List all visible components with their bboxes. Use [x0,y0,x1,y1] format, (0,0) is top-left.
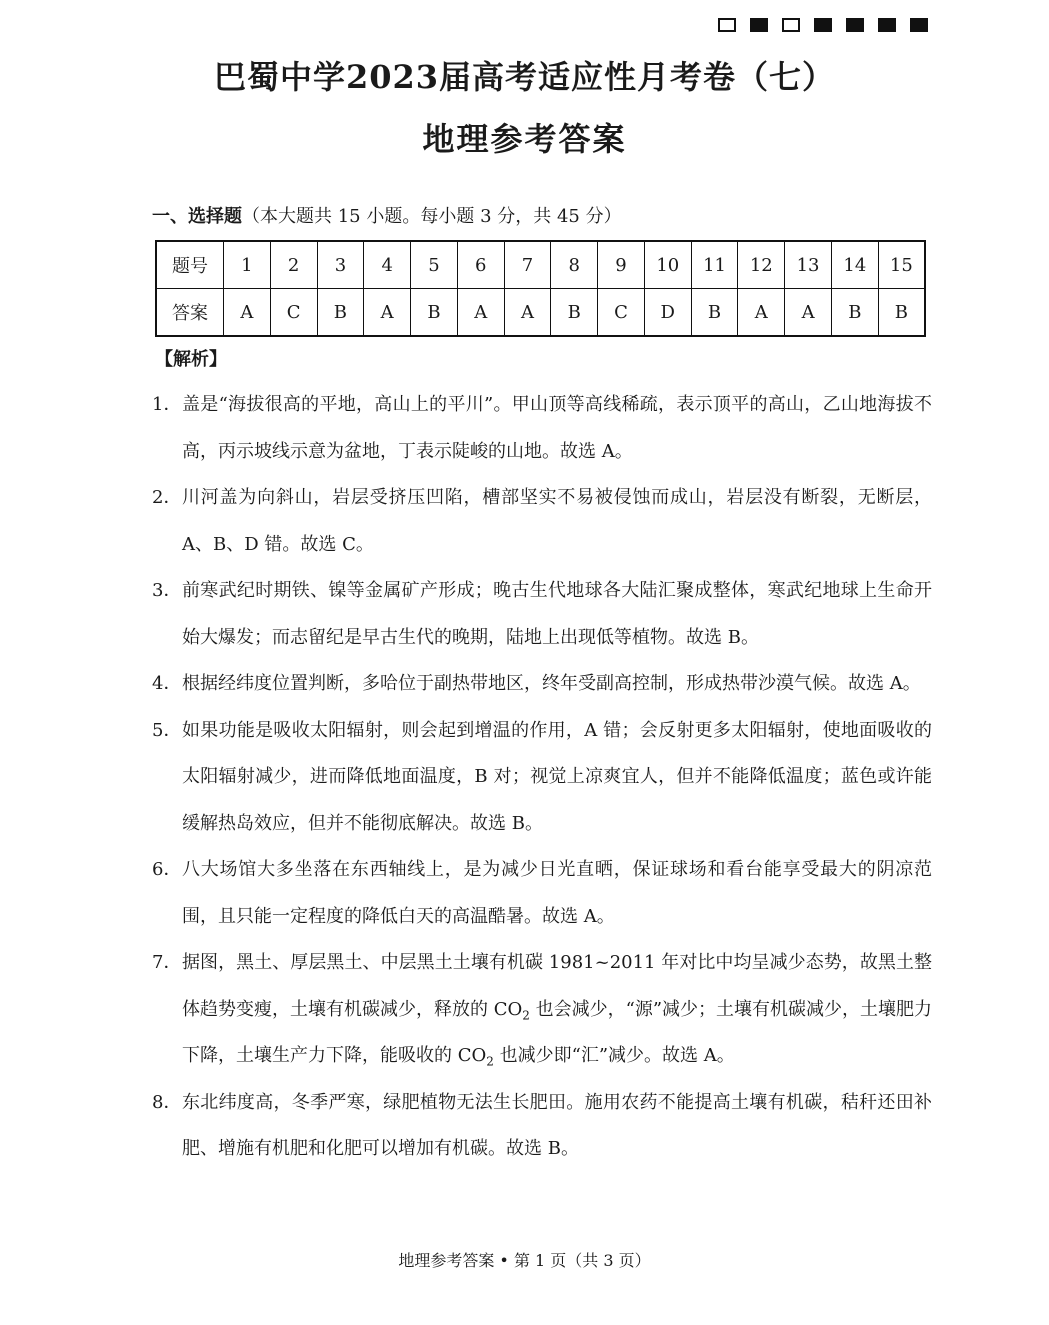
question-number-cell: 13 [785,241,832,289]
answer-cell: D [644,289,691,337]
row-label-number: 题号 [156,241,224,289]
analysis-item-number: 5． [152,719,182,741]
analysis-item-number: 8． [152,1091,182,1113]
question-number-cell: 6 [457,241,504,289]
analysis-item-number: 7． [152,952,182,973]
answer-cell: A [785,289,832,337]
section-label: 一、选择题 [152,206,242,227]
section-note: （本大题共 15 小题。每小题 3 分，共 45 分） [242,206,622,227]
analysis-heading: 【解析】 [155,349,227,370]
answer-cell: B [317,289,364,337]
text-segment: 也减少即“汇”减少。故选 A。 [493,1045,735,1066]
analysis-list [152,382,932,1173]
analysis-item-text: 盖是“海拔很高的平地，高山上的平川”。甲山顶等高线稀疏，表示顶平的高山，乙山地海拔不高，丙示坡线示意为盆地，丁表示陡峻的山地。故选 A。 [182,394,932,462]
subscript: 2 [522,1008,530,1023]
answer-cell: C [598,289,645,337]
analysis-item-number: 4． [152,673,182,694]
code-mark-filled [878,18,896,32]
subscript: 2 [486,1054,494,1069]
analysis-item-text: 川河盖为向斜山，岩层受挤压凹陷，槽部坚实不易被侵蚀而成山，岩层没有断裂，无断层，A、B、D 错。故选 C。 [182,487,932,555]
question-number-cell: 15 [878,241,925,289]
analysis-item [152,1080,932,1173]
question-number-cell: 10 [644,241,691,289]
answer-cell: A [457,289,504,337]
question-number-cell: 14 [831,241,878,289]
code-mark-open [718,18,736,32]
analysis-item [152,708,932,848]
analysis-item [152,661,932,708]
code-mark-open [782,18,800,32]
analysis-item-text: 八大场馆大多坐落在东西轴线上，是为减少日光直晒，保证球场和看台能享受最大的阴凉范围，且只能一定程度的降低白天的高温酷暑。故选 A。 [182,859,932,927]
question-number-cell: 9 [598,241,645,289]
text-segment: 也会减少，“源”减少；土壤有机碳减少，土壤肥力下降，土壤生产力下降，能吸收的 CO [182,998,933,1066]
exam-code-marks [718,18,928,32]
answer-cell: C [270,289,317,337]
analysis-item [152,847,932,940]
code-mark-filled [846,18,864,32]
answer-cell: A [738,289,785,337]
answer-cell: B [878,289,925,337]
answer-row [156,289,925,337]
analysis-item-number: 2． [152,487,182,508]
analysis-item-text: 东北纬度高，冬季严寒，绿肥植物无法生长肥田。施用农药不能提高土壤有机碳，秸秆还田补肥、增施有机肥和化肥可以增加有机碳。故选 B。 [182,1091,932,1159]
answer-table [155,240,926,337]
analysis-item [152,940,932,1080]
question-number-cell: 8 [551,241,598,289]
analysis-item [152,475,932,568]
analysis-item-text: 根据经纬度位置判断，多哈位于副热带地区，终年受副高控制，形成热带沙漠气候。故选 A。 [182,673,921,694]
question-number-cell: 7 [504,241,551,289]
code-mark-filled [750,18,768,32]
document-title: 巴蜀中学2023届高考适应性月考卷（七） [213,58,836,96]
question-number-cell: 4 [364,241,411,289]
question-number-cell: 2 [270,241,317,289]
answer-cell: B [551,289,598,337]
analysis-item [152,568,932,661]
analysis-item-text [182,940,932,1080]
page-footer: 地理参考答案 • 第 1 页（共 3 页） [398,1251,651,1270]
question-number-cell: 3 [317,241,364,289]
text-segment: 据图，黑土、厚层黑土、中层黑土土壤有机碳 1981~2011 年对比中均呈减少态势，故黑土整体趋势变瘦，土壤有机碳减少，释放的 CO [182,952,932,1020]
row-label-answer: 答案 [156,289,224,337]
analysis-item-number: 1． [152,394,182,415]
question-number-cell: 11 [691,241,738,289]
section-heading [152,202,622,228]
answer-cell: B [411,289,458,337]
question-number-row [156,241,925,289]
analysis-item [152,382,932,475]
analysis-item-number: 6． [152,859,182,880]
answer-cell: B [691,289,738,337]
code-mark-filled [910,18,928,32]
question-number-cell: 5 [411,241,458,289]
answer-cell: A [504,289,551,337]
answer-cell: A [224,289,271,337]
analysis-item-number: 3． [152,580,182,601]
code-mark-filled [814,18,832,32]
question-number-cell: 1 [224,241,271,289]
answer-cell: B [831,289,878,337]
answer-cell: A [364,289,411,337]
document-subtitle: 地理参考答案 [422,120,627,158]
analysis-item-text: 前寒武纪时期铁、镍等金属矿产形成；晚古生代地球各大陆汇聚成整体，寒武纪地球上生命开始大爆发；而志留纪是早古生代的晚期，陆地上出现低等植物。故选 B。 [182,580,932,648]
analysis-item-text: 如果功能是吸收太阳辐射，则会起到增温的作用，A 错；会反射更多太阳辐射，使地面吸收的太阳辐射减少，进而降低地面温度，B 对；视觉上凉爽宜人，但并不能降低温度；蓝色或许能缓解热岛效应，但并不能彻底解决。故选 B。 [182,719,932,834]
question-number-cell: 12 [738,241,785,289]
